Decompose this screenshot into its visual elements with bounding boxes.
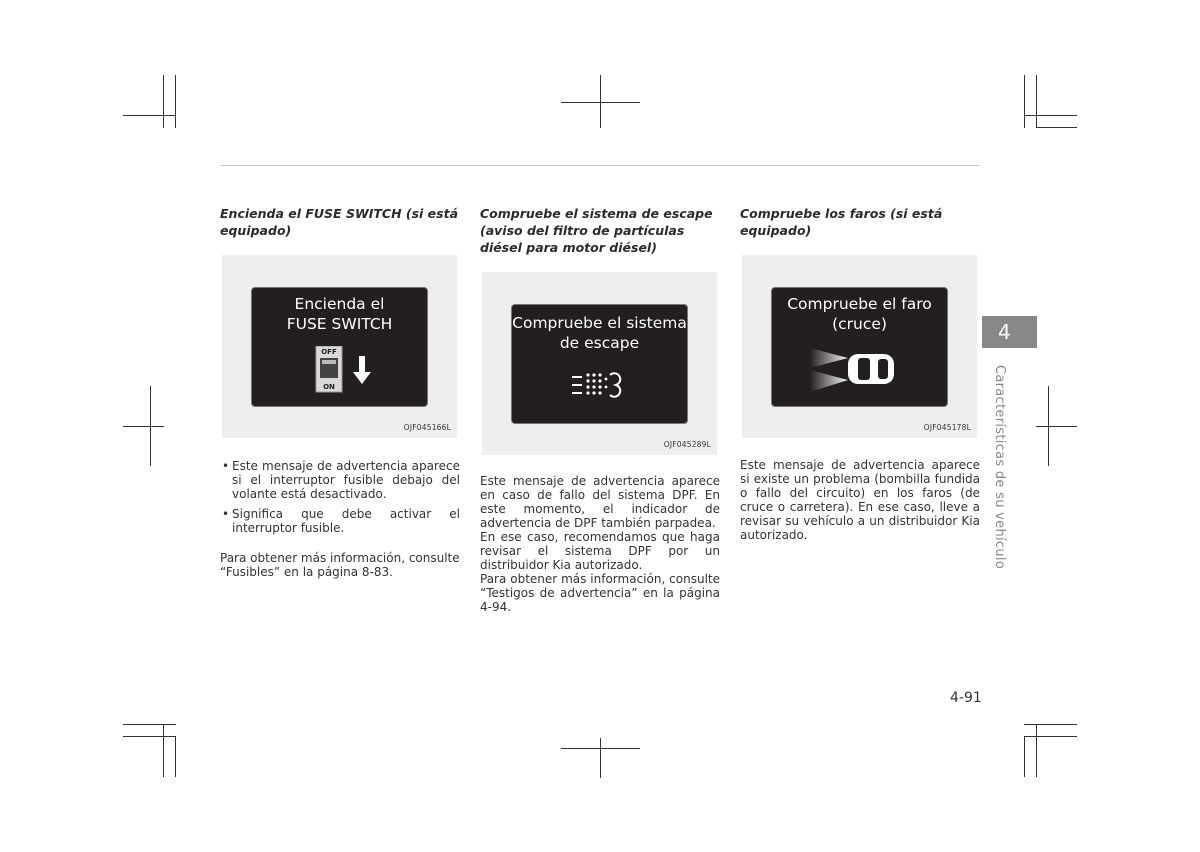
section-headlamp: [740, 205, 980, 239]
arrow-down-icon: [352, 356, 372, 386]
switch-on-label: ON: [323, 383, 335, 391]
warning-screen: [771, 287, 948, 407]
figure-headlamp: [742, 255, 977, 438]
screen-line: Encienda el: [294, 295, 385, 313]
paragraph: Este mensaje de advertencia aparece en caso de fallo del sistema DPF. En este momento, el indicador de advertencia de DPF también parpadea.: [480, 474, 720, 530]
figure-code: OJF045166L: [403, 423, 451, 432]
bullet-item: • Este mensaje de advertencia aparece si el interruptor fusible debajo del volante está desactivado.: [220, 459, 460, 501]
figure-fuse-switch: [222, 255, 457, 438]
section-exhaust-body: [480, 474, 720, 614]
warning-screen: [511, 304, 688, 424]
screen-line: Compruebe el sistema: [512, 314, 687, 332]
paragraph: Para obtener más información, consulte “Testigos de advertencia” en la página 4-94.: [480, 572, 720, 614]
bullet-item: • Significa que debe activar el interruptor fusible.: [220, 507, 460, 535]
section-heading: Compruebe el sistema de escape (aviso del filtro de partículas diésel para motor diésel): [480, 206, 713, 255]
top-rule: [220, 165, 980, 166]
section-fuse-switch-body: [220, 459, 460, 579]
paragraph: Este mensaje de advertencia aparece si existe un problema (bombilla fundida o fallo del circuito) en los faros (de cruce o carretera). En ese caso, lleve a revisar su vehículo a un distribuidor Kia autorizado.: [740, 458, 980, 542]
section-exhaust: [480, 205, 720, 256]
warning-screen: [251, 287, 428, 407]
section-heading: Encienda el FUSE SWITCH (si está equipado): [220, 206, 459, 238]
section-fuse-switch: [220, 205, 460, 239]
paragraph: En ese caso, recomendamos que haga revisar el sistema DPF por un distribuidor Kia autorizado.: [480, 530, 720, 572]
car-headlamp-icon: [808, 348, 908, 392]
paragraph: Para obtener más información, consulte “Fusibles” en la página 8-83.: [220, 551, 460, 579]
section-headlamp-body: [740, 458, 980, 542]
chapter-tab: [982, 316, 1037, 348]
chapter-number: 4: [998, 320, 1011, 344]
section-heading: Compruebe los faros (si está equipado): [740, 206, 943, 238]
chapter-title-wrap: [989, 365, 1007, 570]
dpf-exhaust-icon: [570, 367, 630, 403]
screen-line: FUSE SWITCH: [286, 315, 393, 333]
screen-line: (cruce): [832, 315, 887, 333]
chapter-title: Características de su vehículo: [992, 365, 1007, 570]
screen-line: de escape: [559, 334, 640, 352]
figure-exhaust: [482, 272, 717, 455]
screen-line: Compruebe el faro: [787, 295, 932, 313]
switch-off-label: OFF: [321, 348, 337, 356]
figure-code: OJF045178L: [923, 423, 971, 432]
figure-code: OJF045289L: [663, 440, 711, 449]
page-number: 4-91: [950, 690, 982, 706]
